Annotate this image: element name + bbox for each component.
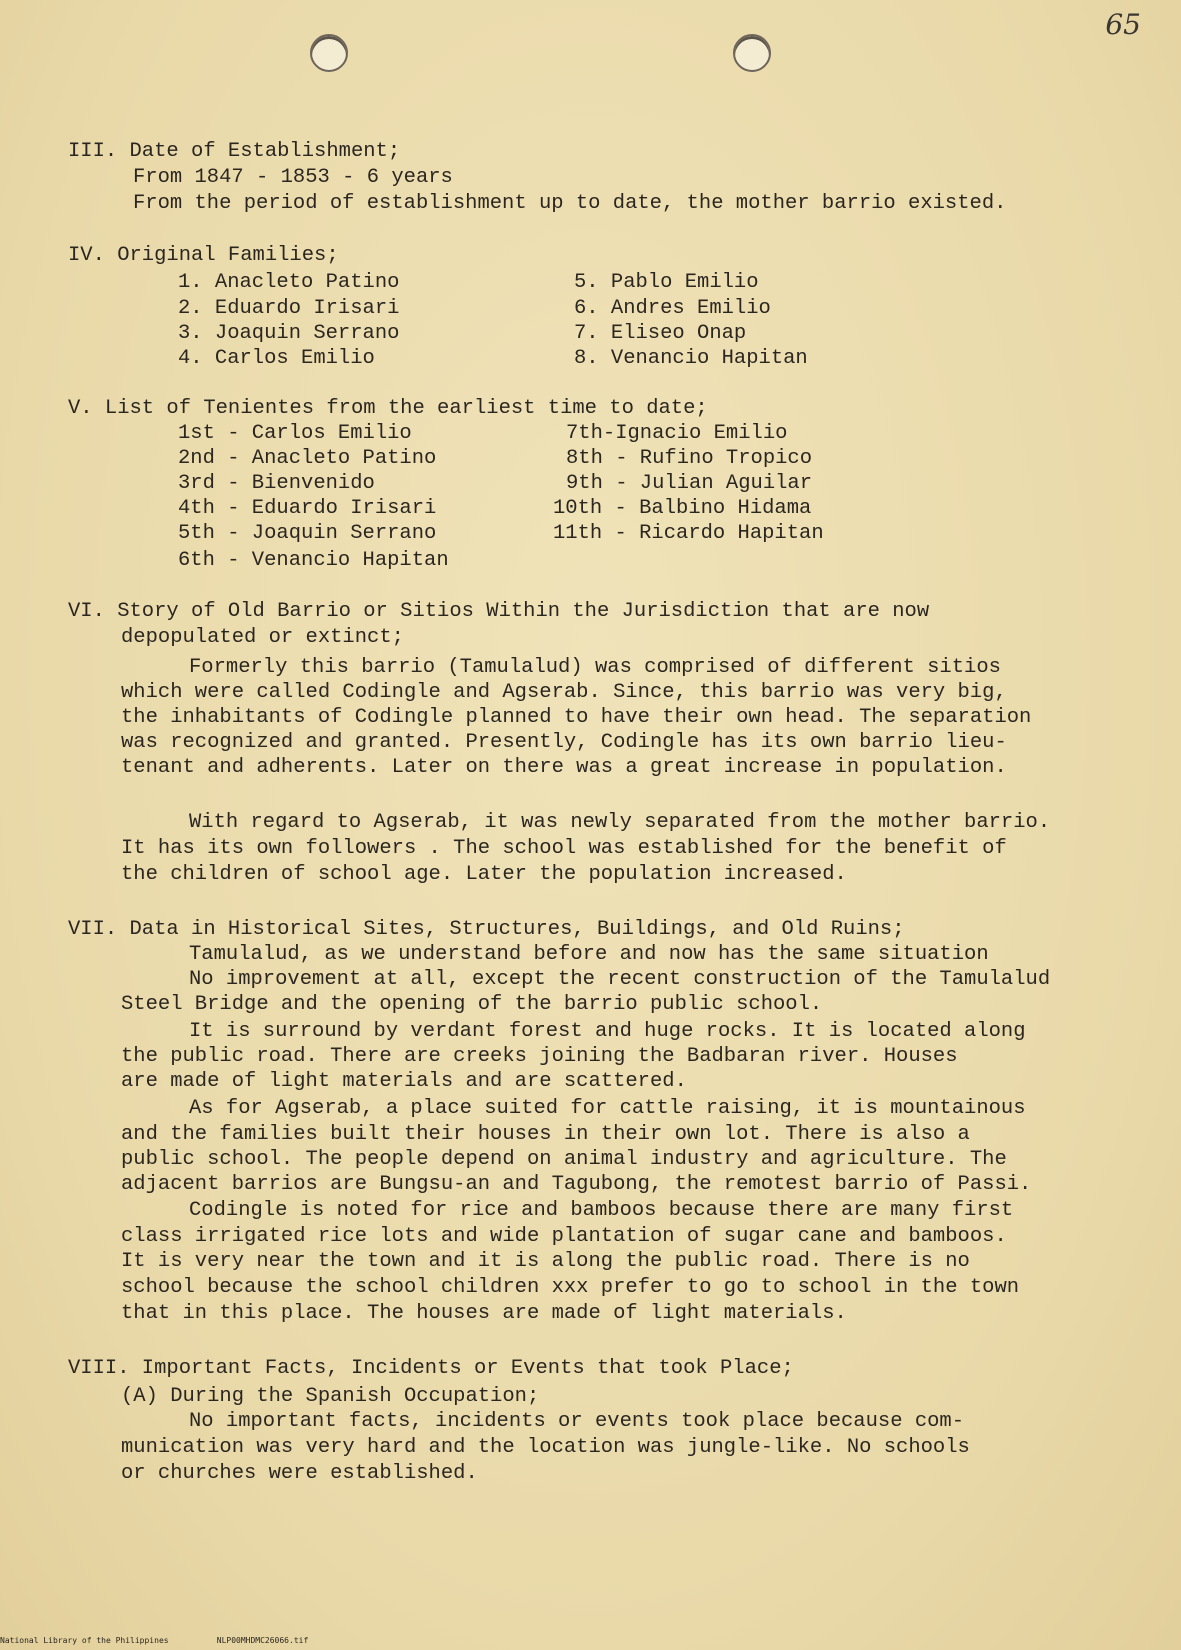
text-line: are made of light materials and are scattered. bbox=[121, 1070, 687, 1093]
section-heading-vii: VII. Data in Historical Sites, Structures, Buildings, and Old Ruins; bbox=[68, 918, 905, 941]
text-line: It has its own followers . The school was established for the benefit of bbox=[121, 837, 1007, 860]
section-heading-vi-cont: depopulated or extinct; bbox=[121, 626, 404, 649]
section-heading-vi: VI. Story of Old Barrio or Sitios Within the Jurisdiction that are now bbox=[68, 600, 930, 623]
teniente-item: 7th-Ignacio Emilio bbox=[566, 422, 788, 445]
section-heading-iii: III. Date of Establishment; bbox=[68, 140, 401, 163]
teniente-item: 1st - Carlos Emilio bbox=[178, 422, 412, 445]
text-line: the inhabitants of Codingle planned to have their own head. The separation bbox=[121, 706, 1032, 729]
teniente-item: 8th - Rufino Tropico bbox=[566, 447, 813, 470]
text-line: With regard to Agserab, it was newly separated from the mother barrio. bbox=[189, 811, 1051, 834]
text-line: school because the school children xxx prefer to go to school in the town bbox=[121, 1276, 1020, 1299]
text-line: As for Agserab, a place suited for cattle raising, it is mountainous bbox=[189, 1097, 1026, 1120]
text-line: munication was very hard and the location was jungle-like. No schools bbox=[121, 1436, 970, 1459]
teniente-item: 3rd - Bienvenido bbox=[178, 472, 375, 495]
section-heading-v: V. List of Tenientes from the earliest time to date; bbox=[68, 397, 708, 420]
footer-library: National Library of the Philippines bbox=[0, 1636, 169, 1645]
teniente-item: 6th - Venancio Hapitan bbox=[178, 549, 449, 572]
punch-hole-left bbox=[310, 34, 348, 72]
text-line: public school. The people depend on animal industry and agriculture. The bbox=[121, 1148, 1007, 1171]
text-line: and the families built their houses in their own lot. There is also a bbox=[121, 1123, 970, 1146]
teniente-item: 9th - Julian Aguilar bbox=[566, 472, 813, 495]
text-line: From 1847 - 1853 - 6 years bbox=[133, 166, 453, 189]
teniente-item: 2nd - Anacleto Patino bbox=[178, 447, 437, 470]
family-item: 2. Eduardo Irisari bbox=[178, 297, 400, 320]
family-item: 5. Pablo Emilio bbox=[574, 271, 759, 294]
family-item: 4. Carlos Emilio bbox=[178, 347, 375, 370]
text-line: It is very near the town and it is along the public road. There is no bbox=[121, 1250, 970, 1273]
section-heading-iv: IV. Original Families; bbox=[68, 244, 339, 267]
archive-footer bbox=[0, 1636, 700, 1645]
section-heading-viii: VIII. Important Facts, Incidents or Events that took Place; bbox=[68, 1357, 794, 1380]
text-line: was recognized and granted. Presently, Codingle has its own barrio lieu- bbox=[121, 731, 1007, 754]
text-line: tenant and adherents. Later on there was a great increase in population. bbox=[121, 756, 1007, 779]
punch-hole-right bbox=[733, 34, 771, 72]
teniente-item: 11th - Ricardo Hapitan bbox=[553, 522, 824, 545]
family-item: 3. Joaquin Serrano bbox=[178, 322, 400, 345]
family-item: 1. Anacleto Patino bbox=[178, 271, 400, 294]
text-line: or churches were established. bbox=[121, 1462, 478, 1485]
text-line: From the period of establishment up to date, the mother barrio existed. bbox=[133, 192, 1007, 215]
text-line: that in this place. The houses are made of light materials. bbox=[121, 1302, 847, 1325]
subsection-heading: (A) During the Spanish Occupation; bbox=[121, 1385, 540, 1408]
family-item: 8. Venancio Hapitan bbox=[574, 347, 808, 370]
text-line: the children of school age. Later the population increased. bbox=[121, 863, 847, 886]
text-line: Codingle is noted for rice and bamboos because there are many first bbox=[189, 1199, 1014, 1222]
text-line: It is surround by verdant forest and huge rocks. It is located along bbox=[189, 1020, 1026, 1043]
text-line: adjacent barrios are Bungsu-an and Tagubong, the remotest barrio of Passi. bbox=[121, 1173, 1032, 1196]
teniente-item: 4th - Eduardo Irisari bbox=[178, 497, 437, 520]
text-line: which were called Codingle and Agserab. Since, this barrio was very big, bbox=[121, 681, 1007, 704]
teniente-item: 10th - Balbino Hidama bbox=[553, 497, 812, 520]
text-line: the public road. There are creeks joining the Badbaran river. Houses bbox=[121, 1045, 958, 1068]
text-line: No improvement at all, except the recent construction of the Tamulalud bbox=[189, 968, 1051, 991]
text-line: No important facts, incidents or events took place because com- bbox=[189, 1410, 965, 1433]
text-line: Tamulalud, as we understand before and now has the same situation bbox=[189, 943, 989, 966]
footer-file: NLP00MHDMC26066.tif bbox=[216, 1636, 309, 1645]
text-line: Formerly this barrio (Tamulalud) was comprised of different sitios bbox=[189, 656, 1001, 679]
text-line: Steel Bridge and the opening of the barrio public school. bbox=[121, 993, 823, 1016]
text-line: class irrigated rice lots and wide plantation of sugar cane and bamboos. bbox=[121, 1225, 1007, 1248]
family-item: 6. Andres Emilio bbox=[574, 297, 771, 320]
family-item: 7. Eliseo Onap bbox=[574, 322, 747, 345]
teniente-item: 5th - Joaquin Serrano bbox=[178, 522, 437, 545]
page-number: 65 bbox=[1105, 8, 1141, 41]
